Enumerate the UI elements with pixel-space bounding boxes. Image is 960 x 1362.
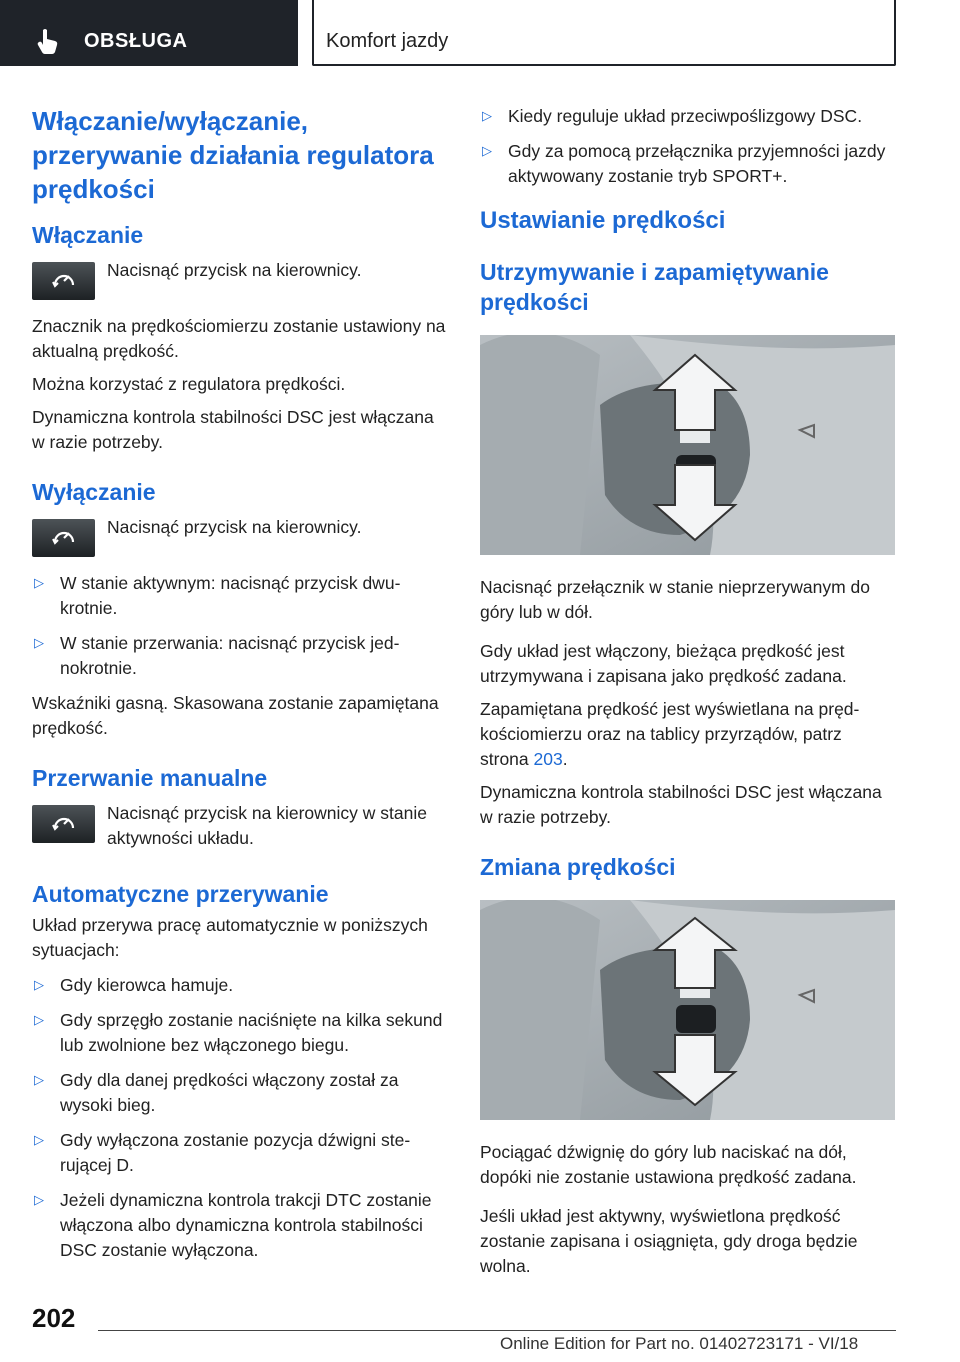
header-section-label: OBSŁUGA — [84, 30, 188, 52]
cruise-control-button-image — [32, 805, 95, 843]
paragraph-text: Zapamiętana prędkość jest wyświetlana na prędkościomierzu oraz na tablicy przyrządów, patrz strona — [480, 699, 860, 769]
paragraph: Można korzystać z regulatora prędkości. — [32, 374, 346, 394]
list-item — [32, 631, 446, 681]
footer-edition: Online Edition for Part no. 01402723171 - VI/18 — [500, 1334, 859, 1353]
list-item-text: Gdy wyłączona zostanie pozycja dźwigni sterującej D. — [60, 1130, 411, 1175]
list-item-text: W stanie aktywnym: nacisnąć przycisk dwukrotnie. — [60, 573, 401, 618]
paragraph: Jeśli układ jest aktywny, wyświetlona prędkość zostanie zapisana i osiągnięta, gdy droga będzie wolna. — [480, 1206, 858, 1276]
header-section-tab — [0, 0, 298, 66]
triangle-bullet-icon: ▷ — [34, 1192, 44, 1207]
paragraph: Układ przerywa pracę automatycznie w poniższych sytuacjach: — [32, 915, 428, 960]
button-instruction-text: Nacisnąć przycisk na kierownicy w stanie aktywności układu. — [107, 803, 427, 848]
paragraph-text: . — [562, 749, 568, 769]
paragraph: Wskaźniki gasną. Skasowana zostanie zapamiętana prędkość. — [32, 693, 439, 738]
triangle-bullet-icon: ▷ — [34, 1132, 44, 1147]
button-instruction-text: Nacisnąć przycisk na kierownicy. — [107, 517, 362, 537]
paragraph — [480, 697, 894, 772]
list-item — [32, 1068, 446, 1118]
page-link[interactable]: 203 — [533, 749, 563, 769]
paragraph: Dynamiczna kontrola stabilności DSC jest włączana w razie potrzeby. — [32, 407, 434, 452]
list-item — [480, 104, 894, 129]
list-item — [32, 973, 446, 998]
right-column — [480, 104, 894, 1287]
triangle-bullet-icon: ▷ — [34, 1072, 44, 1087]
triangle-bullet-icon: ▷ — [34, 1012, 44, 1027]
bullet-list — [32, 571, 446, 681]
steering-wheel-image — [480, 900, 895, 1120]
subheading-hold: Utrzymywanie i zapamiętywanie prędkości — [480, 259, 829, 315]
button-instruction-on — [32, 258, 446, 300]
left-column — [32, 104, 446, 1273]
triangle-bullet-icon: ▷ — [34, 635, 44, 650]
list-item-text: Gdy dla danej prędkości włączony został za wysoki bieg. — [60, 1070, 399, 1115]
list-item-text: Jeżeli dynamiczna kontrola trakcji DTC zostanie włączona albo dynamiczna kontrola stabilności DSC zostanie wyłączona. — [60, 1190, 432, 1260]
subheading-change: Zmiana prędkości — [480, 854, 676, 880]
triangle-bullet-icon: ▷ — [482, 108, 492, 123]
page-number: 202 — [32, 1303, 76, 1333]
triangle-bullet-icon: ▷ — [482, 143, 492, 158]
cruise-control-button-image — [32, 262, 95, 300]
cruise-control-button-image — [32, 519, 95, 557]
triangle-bullet-icon: ▷ — [34, 977, 44, 992]
list-item — [32, 1188, 446, 1263]
steering-wheel-photo — [480, 900, 895, 1120]
button-instruction-manual — [32, 801, 446, 851]
header-title: Komfort jazdy — [326, 30, 449, 52]
bullet-list — [32, 973, 446, 1263]
cruise-control-icon — [51, 269, 77, 293]
button-instruction-text: Nacisnąć przycisk na kierownicy. — [107, 260, 362, 280]
footer-divider — [98, 1330, 896, 1331]
subheading-on: Włączanie — [32, 222, 144, 248]
list-item-text: W stanie przerwania: nacisnąć przycisk jednokrotnie. — [60, 633, 400, 678]
button-instruction-off — [32, 515, 446, 557]
list-item — [32, 1008, 446, 1058]
list-item-text: Kiedy reguluje układ przeciwpoślizgowy DSC. — [508, 106, 863, 126]
steering-wheel-image — [480, 335, 895, 555]
cruise-control-icon — [51, 526, 77, 550]
subheading-auto: Automatyczne przerywanie — [32, 881, 329, 907]
hand-pointer-icon — [34, 26, 64, 56]
subheading-off: Wyłączanie — [32, 479, 156, 505]
list-item — [32, 1128, 446, 1178]
list-item-text: Gdy sprzęgło zostanie naciśnięte na kilka sekund lub zwolnione bez włączonego biegu. — [60, 1010, 443, 1055]
steering-wheel-photo — [480, 335, 895, 555]
list-item — [32, 571, 446, 621]
list-item-text: Gdy za pomocą przełącznika przyjemności jazdy aktywowany zostanie tryb SPORT+. — [508, 141, 886, 186]
section-heading-set-speed: Ustawianie prędkości — [480, 207, 726, 234]
list-item-text: Gdy kierowca hamuje. — [60, 975, 234, 995]
paragraph: Gdy układ jest włączony, bieżąca prędkość jest utrzymywana i zapisana jako prędkość zadana. — [480, 641, 847, 686]
paragraph: Nacisnąć przełącznik w stanie nieprzerywanym do góry lub w dół. — [480, 577, 871, 622]
triangle-bullet-icon: ▷ — [34, 575, 44, 590]
list-item — [480, 139, 894, 189]
paragraph: Dynamiczna kontrola stabilności DSC jest włączana w razie potrzeby. — [480, 782, 882, 827]
bullet-list — [480, 104, 894, 189]
subheading-manual: Przerwanie manualne — [32, 765, 268, 791]
cruise-control-icon — [51, 812, 77, 836]
paragraph: Znacznik na prędkościomierzu zostanie ustawiony na aktualną prędkość. — [32, 316, 446, 361]
paragraph: Pociągać dźwignię do góry lub naciskać na dół, dopóki nie zostanie ustawiona prędkość zadana. — [480, 1142, 857, 1187]
section-heading: Włączanie/wyłączanie, przerywanie działania regulatora prędkości — [32, 106, 434, 204]
